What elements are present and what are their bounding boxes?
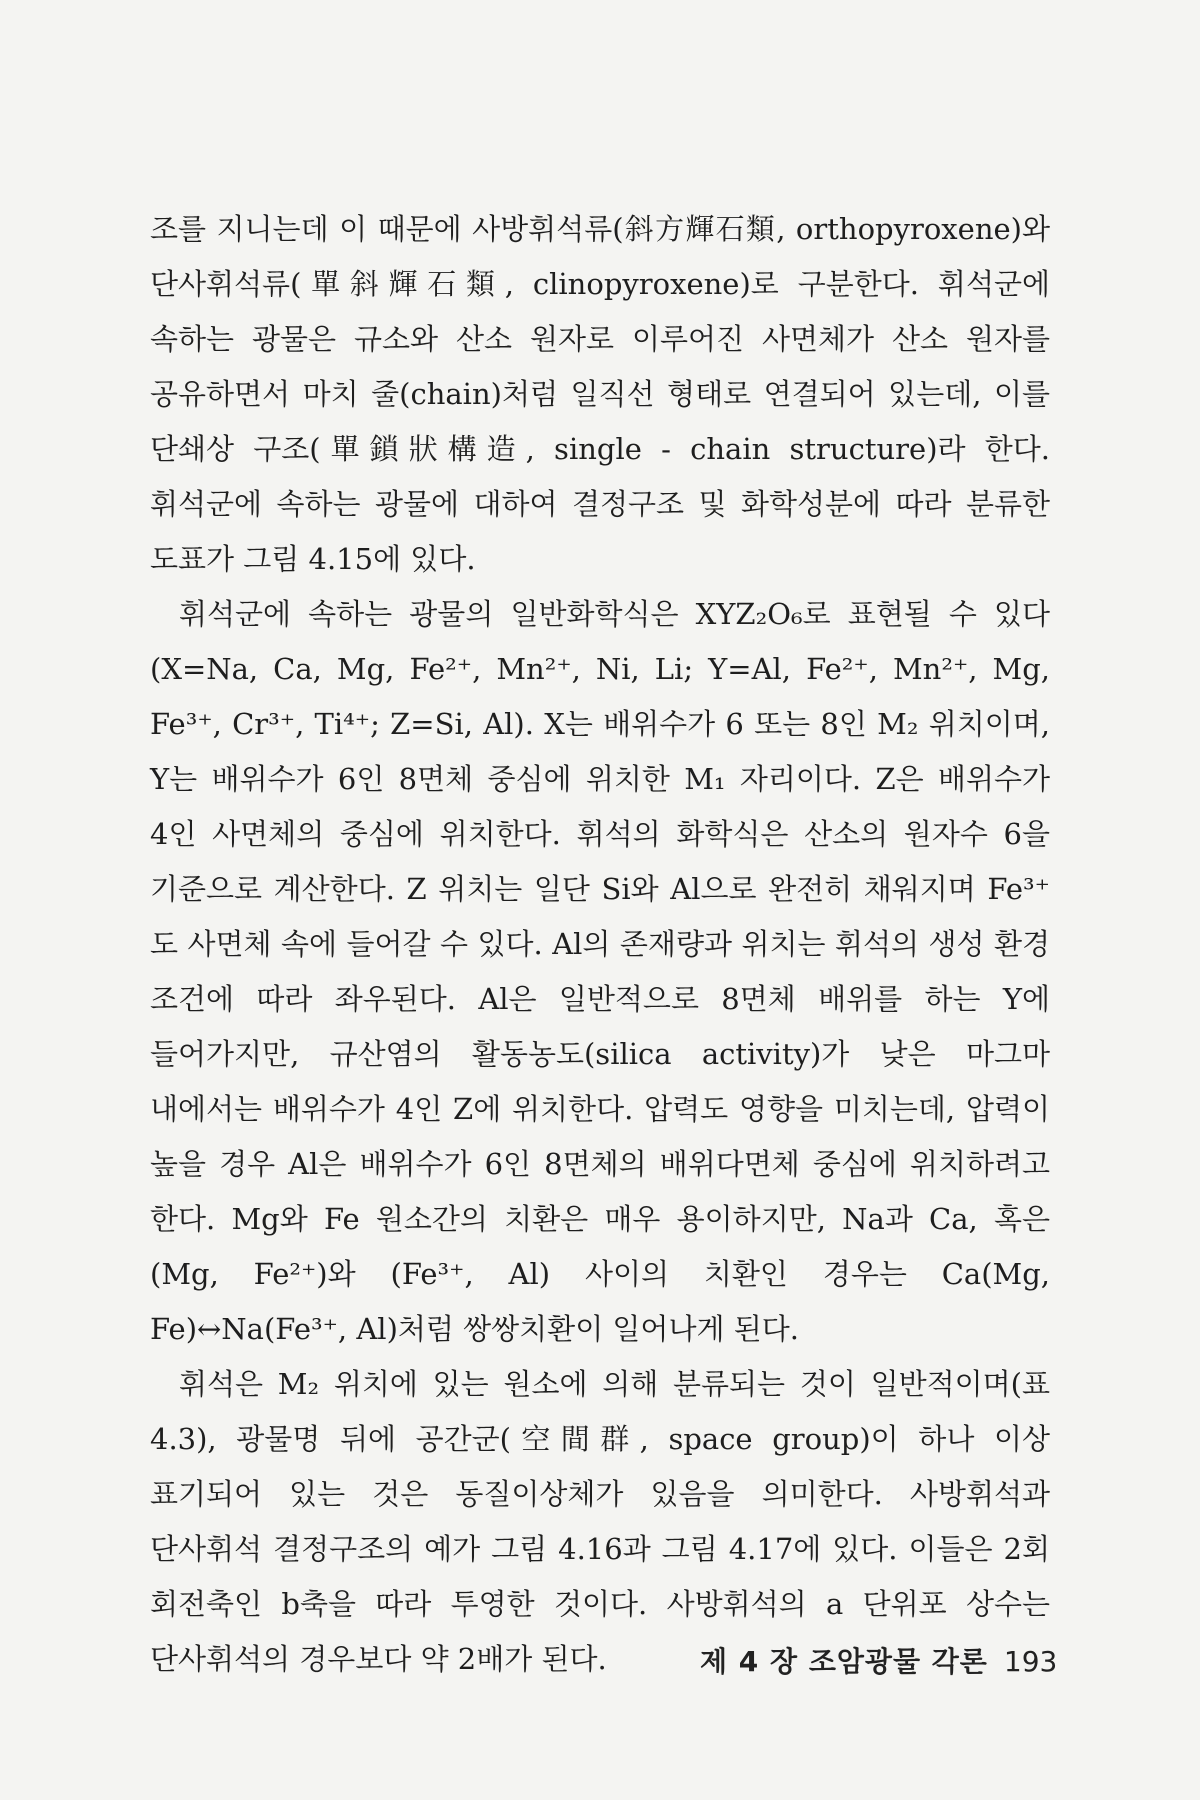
paragraph-1: 조를 지니는데 이 때문에 사방휘석류(斜方輝石類, orthopyroxene)와 단사휘석류(單斜輝石類, clinopyroxene)로 구분한다. 휘석군에 속하는 광물은 규소와 산소 원자로 이루어진 사면체가 산소 원자를 공유하면서 마치 줄(chain)처럼 일직선 형태로 연결되어 있는데, 이를 단쇄상 구조(單鎖狀構造, single - chain structure)라 한다. 휘석군에 속하는 광물에 대하여 결정구조 및 화학성분에 따라 분류한 도표가 그림 4.15에 있다. xyxy=(150,212,1050,576)
page-footer xyxy=(700,1640,1058,1680)
page-number: 193 xyxy=(1003,1645,1058,1678)
body-text xyxy=(150,202,1050,1687)
paragraph-3: 휘석은 M₂ 위치에 있는 원소에 의해 분류되는 것이 일반적이며(표 4.3), 광물명 뒤에 공간군(空間群, space group)이 하나 이상 표기되어 있는 것은 동질이상체가 있음을 의미한다. 사방휘석과 단사휘석 결정구조의 예가 그림 4.16과 그림 4.17에 있다. 이들은 2회 회전축인 b축을 따라 투영한 것이다. 사방휘석의 a 단위포 상수는 단사휘석의 경우보다 약 2배가 된다. xyxy=(150,1367,1050,1676)
paragraph-2: 휘석군에 속하는 광물의 일반화학식은 XYZ₂O₆로 표현될 수 있다(X=Na, Ca, Mg, Fe²⁺, Mn²⁺, Ni, Li; Y=Al, Fe²⁺, Mn²⁺, Mg, Fe³⁺, Cr³⁺, Ti⁴⁺; Z=Si, Al). X는 배위수가 6 또는 8인 M₂ 위치이며, Y는 배위수가 6인 8면체 중심에 위치한 M₁ 자리이다. Z은 배위수가 4인 사면체의 중심에 위치한다. 휘석의 화학식은 산소의 원자수 6을 기준으로 계산한다. Z 위치는 일단 Si와 Al으로 완전히 채워지며 Fe³⁺도 사면체 속에 들어갈 수 있다. Al의 존재량과 위치는 휘석의 생성 환경 조건에 따라 좌우된다. Al은 일반적으로 8면체 배위를 하는 Y에 들어가지만, 규산염의 활동농도(silica activity)가 낮은 마그마 내에서는 배위수가 4인 Z에 위치한다. 압력도 영향을 미치는데, 압력이 높을 경우 Al은 배위수가 6인 8면체의 배위다면체 중심에 위치하려고 한다. Mg와 Fe 원소간의 치환은 매우 용이하지만, Na과 Ca, 혹은 (Mg, Fe²⁺)와 (Fe³⁺, Al) 사이의 치환인 경우는 Ca(Mg, Fe)↔Na(Fe³⁺, Al)처럼 쌍쌍치환이 일어나게 된다. xyxy=(150,597,1050,1346)
running-footer-chapter: 제 4 장 조암광물 각론 xyxy=(700,1645,988,1678)
